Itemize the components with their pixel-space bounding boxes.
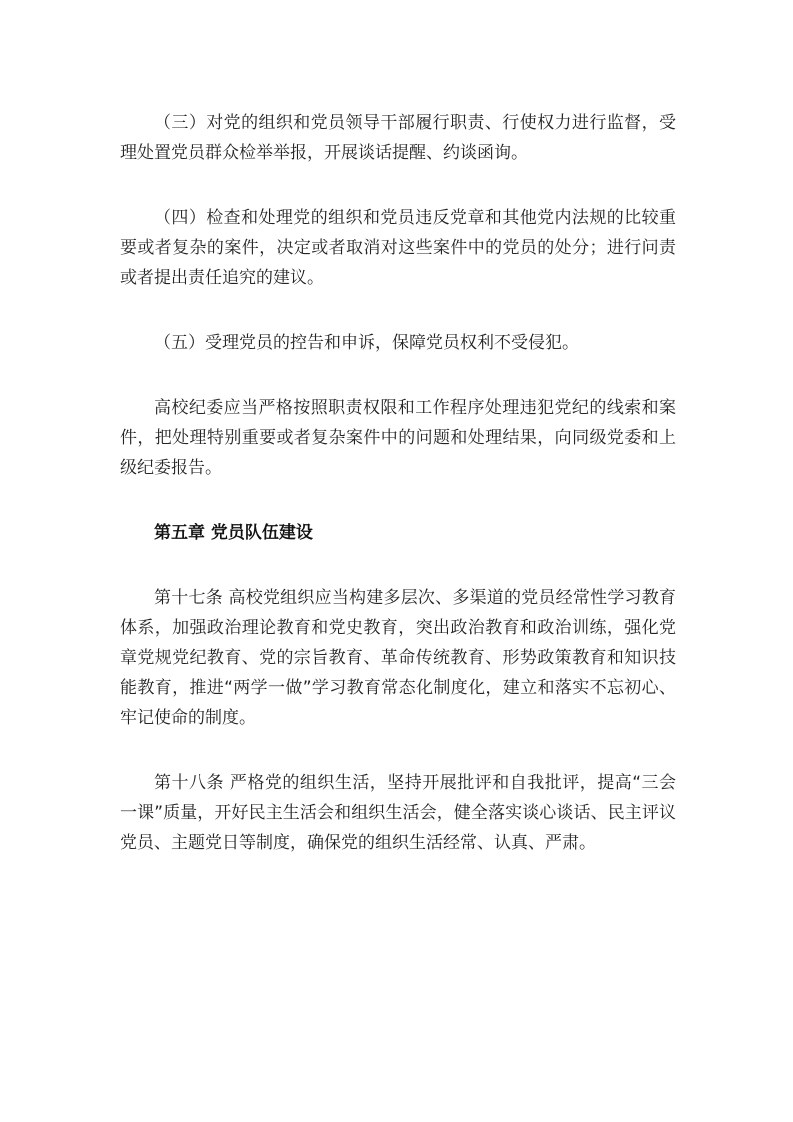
paragraph-discipline-report: 高校纪委应当严格按照职责权限和工作程序处理违犯党纪的线索和案件，把处理特别重要或者复杂案件中的问题和处理结果，向同级党委和上级纪委报告。 [120,398,676,478]
chapter-heading: 第五章 党员队伍建设 [154,523,313,543]
paragraph-spacer [120,548,676,583]
paragraph-spacer [120,168,676,203]
paragraph-spacer [120,358,676,393]
paragraph-spacer [120,293,676,328]
document-body [120,108,676,858]
paragraph-item-3: （三）对党的组织和党员领导干部履行职责、行使权力进行监督，受理处置党员群众检举举报，开展谈话提醒、约谈函询。 [120,113,676,163]
article-18: 第十八条 严格党的组织生活，坚持开展批评和自我批评，提高“三会一课”质量，开好民主生活会和组织生活会，健全落实谈心谈话、民主评议党员、主题党日等制度，确保党的组织生活经常、认真、严肃。 [120,773,676,853]
paragraph-spacer [120,483,676,518]
paragraph-item-5: （五）受理党员的控告和申诉，保障党员权利不受侵犯。 [154,333,579,353]
paragraph-spacer [120,733,676,768]
article-17: 第十七条 高校党组织应当构建多层次、多渠道的党员经常性学习教育体系，加强政治理论教育和党史教育，突出政治教育和政治训练，强化党章党规党纪教育、党的宗旨教育、革命传统教育、形势政策教育和知识技能教育，推进“两学一做”学习教育常态化制度化，建立和落实不忘初心、牢记使命的制度。 [120,588,676,728]
paragraph-item-4: （四）检查和处理党的组织和党员违反党章和其他党内法规的比较重要或者复杂的案件，决定或者取消对这些案件中的党员的处分；进行问责或者提出责任追究的建议。 [120,208,676,288]
